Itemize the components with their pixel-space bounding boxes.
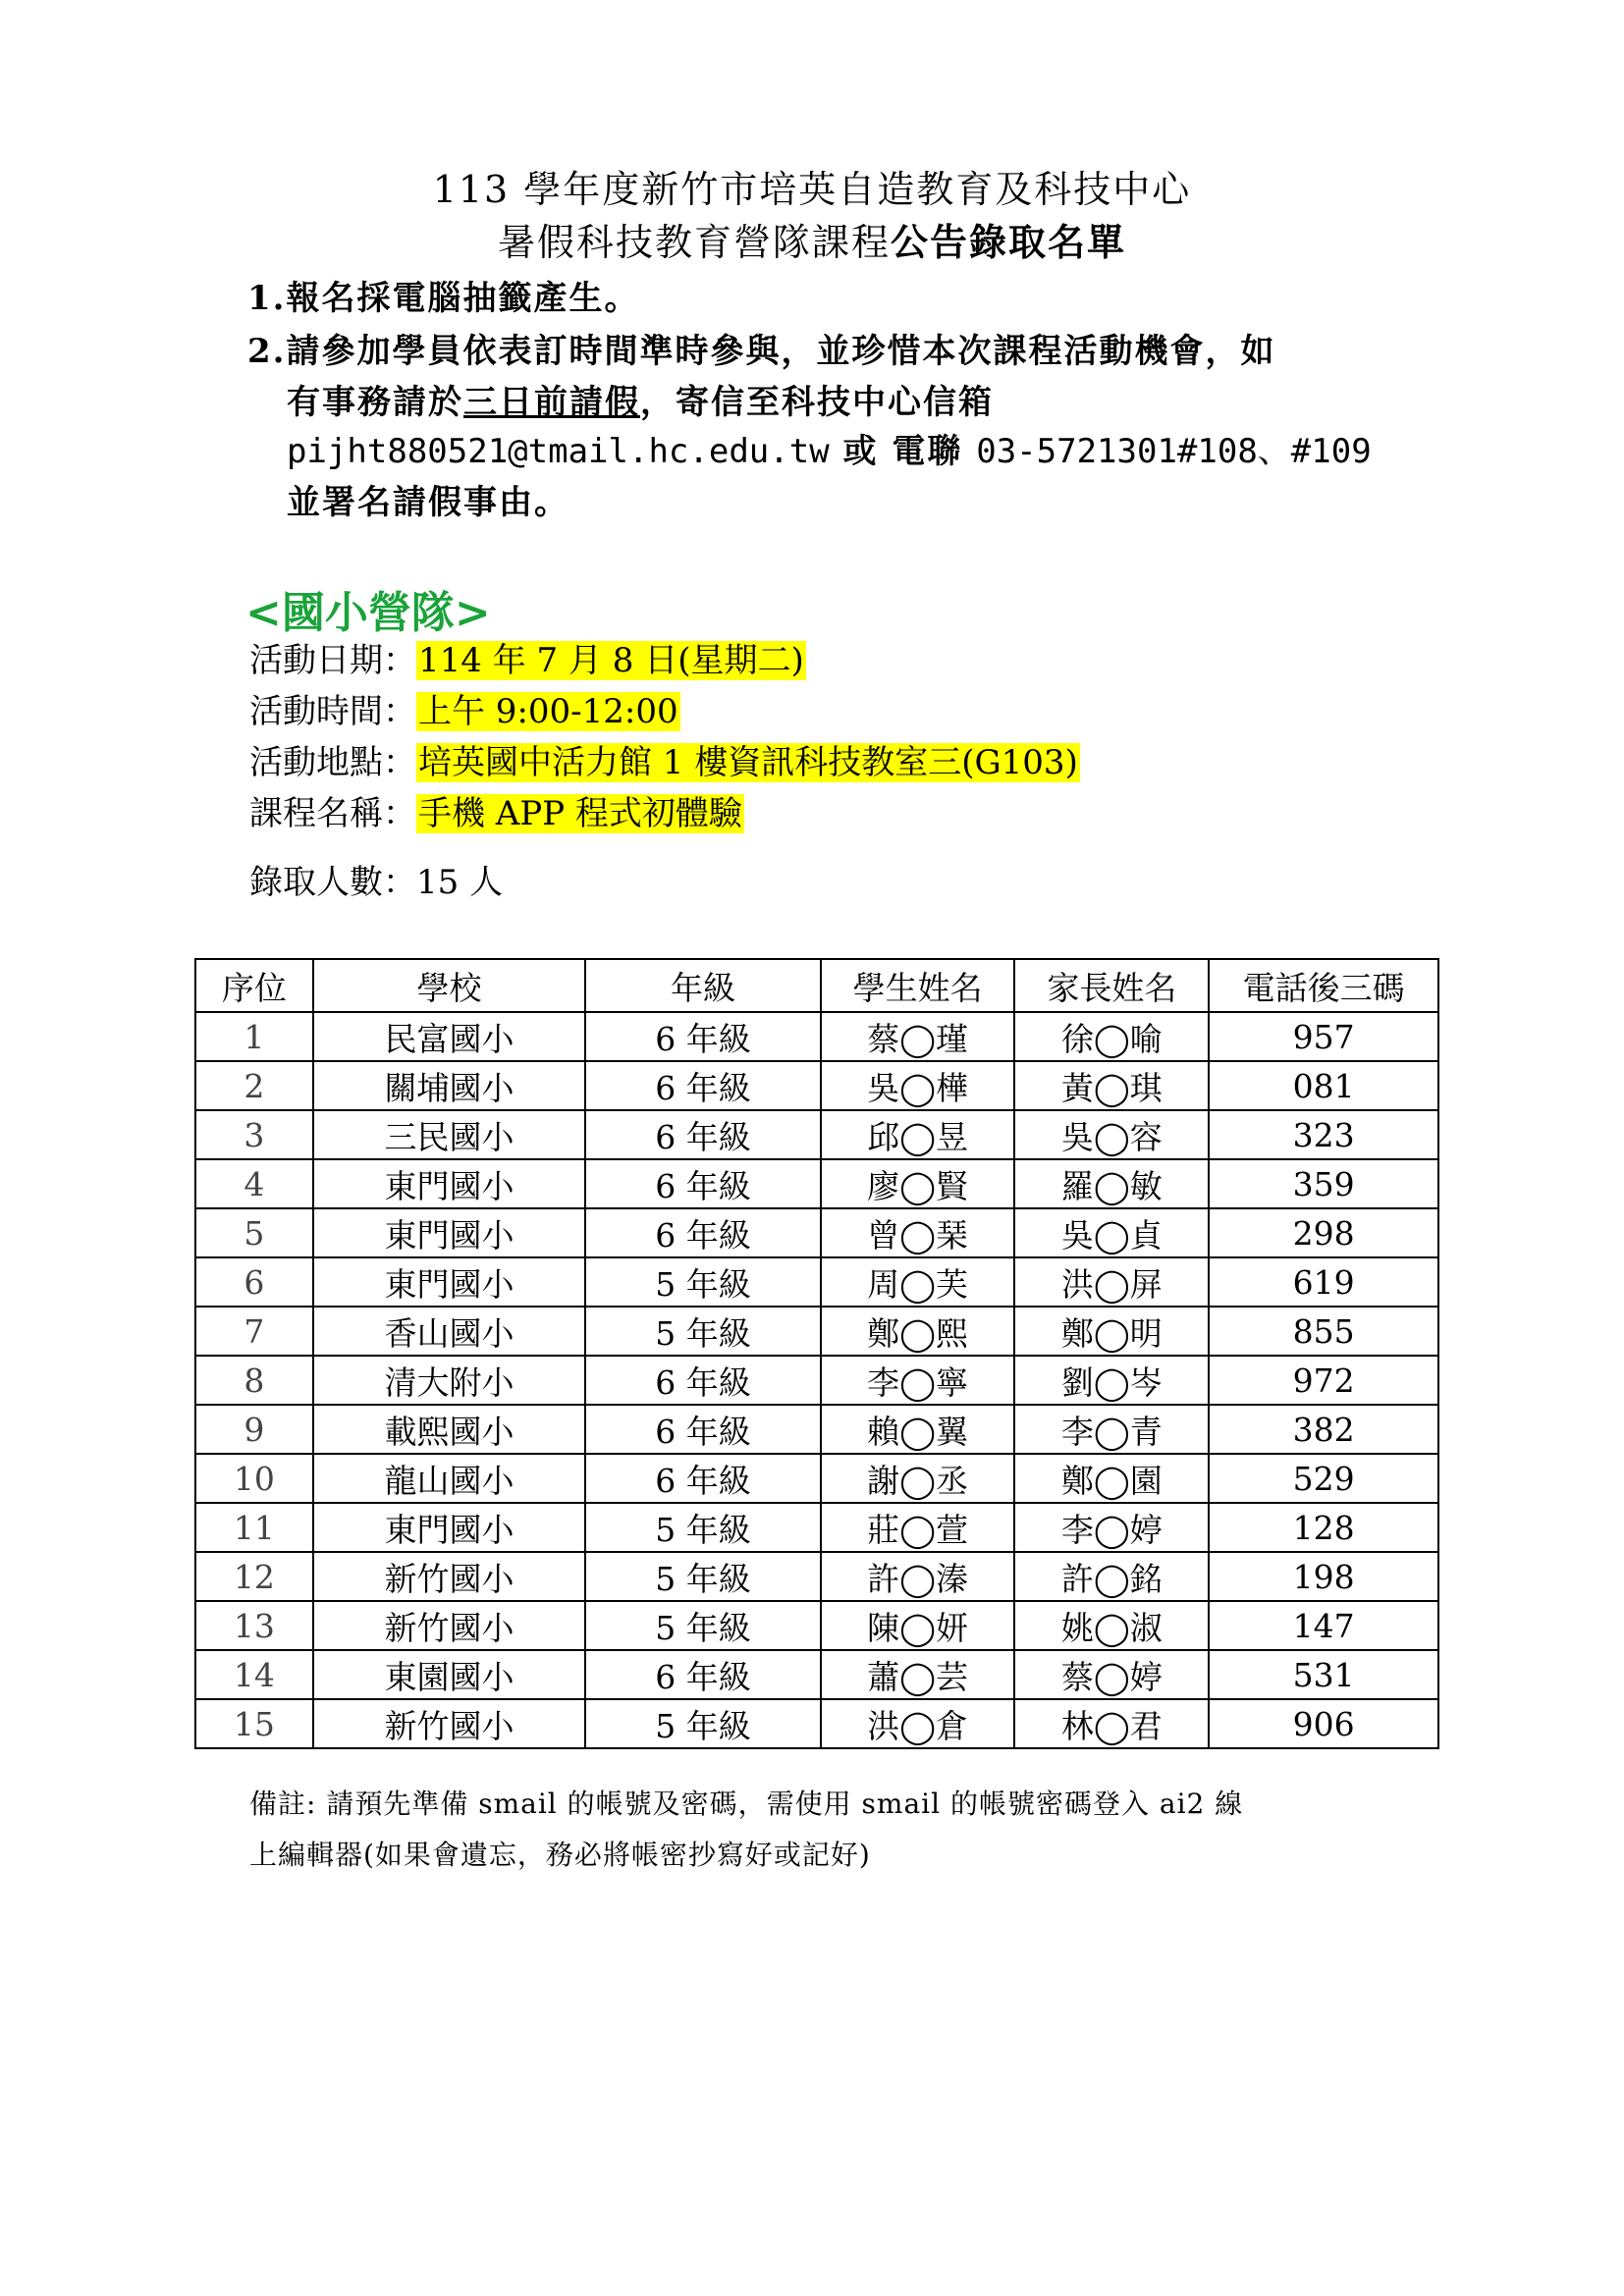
table-row <box>195 1503 1438 1552</box>
title-line2-normal: 暑假科技教育營隊課程 <box>497 221 891 264</box>
cell-seq: 7 <box>195 1307 313 1356</box>
table-row <box>195 1307 1438 1356</box>
document-title-line2 <box>0 212 1624 266</box>
cell-student-name: 李◯寧 <box>821 1356 1015 1405</box>
cell-seq: 15 <box>195 1699 313 1748</box>
activity-time-row <box>249 687 680 736</box>
cell-seq: 5 <box>195 1208 313 1257</box>
cell-student-name: 許◯溱 <box>821 1552 1015 1601</box>
cell-grade: 6 年級 <box>585 1159 820 1208</box>
cell-parent-name: 吳◯貞 <box>1014 1208 1209 1257</box>
cell-seq: 13 <box>195 1601 313 1650</box>
header-student-name: 學生姓名 <box>821 959 1015 1012</box>
cell-grade: 6 年級 <box>585 1110 820 1159</box>
cell-seq: 9 <box>195 1405 313 1454</box>
cell-parent-name: 鄭◯明 <box>1014 1307 1209 1356</box>
header-phone-last3: 電話後三碼 <box>1209 959 1438 1012</box>
cell-school: 新竹國小 <box>313 1552 585 1601</box>
cell-seq: 4 <box>195 1159 313 1208</box>
cell-phone-last3: 128 <box>1209 1503 1438 1552</box>
course-value: 手機 APP 程式初體驗 <box>418 794 742 833</box>
cell-parent-name: 許◯銘 <box>1014 1552 1209 1601</box>
table-row <box>195 1257 1438 1307</box>
title-line2-bold: 公告錄取名單 <box>891 220 1127 264</box>
note-2-line3 <box>287 424 1372 472</box>
cell-seq: 12 <box>195 1552 313 1601</box>
cell-school: 龍山國小 <box>313 1454 585 1503</box>
cell-seq: 11 <box>195 1503 313 1552</box>
table-row <box>195 1061 1438 1110</box>
header-seq: 序位 <box>195 959 313 1012</box>
cell-student-name: 陳◯妍 <box>821 1601 1015 1650</box>
cell-student-name: 周◯芙 <box>821 1257 1015 1307</box>
cell-school: 東園國小 <box>313 1650 585 1699</box>
cell-parent-name: 蔡◯婷 <box>1014 1650 1209 1699</box>
cell-grade: 6 年級 <box>585 1356 820 1405</box>
cell-phone-last3: 972 <box>1209 1356 1438 1405</box>
cell-seq: 6 <box>195 1257 313 1307</box>
cell-seq: 8 <box>195 1356 313 1405</box>
cell-phone-last3: 529 <box>1209 1454 1438 1503</box>
course-label: 課程名稱： <box>249 794 416 833</box>
cell-school: 載熙國小 <box>313 1405 585 1454</box>
cell-parent-name: 徐◯喻 <box>1014 1012 1209 1061</box>
note-2-line4: 並署名請假事由。 <box>287 483 569 522</box>
admission-table <box>194 958 1439 1749</box>
cell-student-name: 莊◯萱 <box>821 1503 1015 1552</box>
cell-school: 民富國小 <box>313 1012 585 1061</box>
table-row <box>195 1454 1438 1503</box>
cell-parent-name: 羅◯敏 <box>1014 1159 1209 1208</box>
cell-phone-last3: 198 <box>1209 1552 1438 1601</box>
cell-grade: 6 年級 <box>585 1208 820 1257</box>
cell-phone-last3: 906 <box>1209 1699 1438 1748</box>
cell-school: 三民國小 <box>313 1110 585 1159</box>
location-label: 活動地點： <box>249 743 416 782</box>
cell-phone-last3: 531 <box>1209 1650 1438 1699</box>
cell-seq: 1 <box>195 1012 313 1061</box>
cell-parent-name: 林◯君 <box>1014 1699 1209 1748</box>
activity-date-row <box>249 636 806 685</box>
location-value: 培英國中活力館 1 樓資訊科技教室三(G103) <box>418 743 1078 782</box>
cell-phone-last3: 323 <box>1209 1110 1438 1159</box>
cell-seq: 10 <box>195 1454 313 1503</box>
remark-line2: 上編輯器(如果會遺忘，務必將帳密抄寫好或記好) <box>249 1839 871 1871</box>
cell-school: 東門國小 <box>313 1503 585 1552</box>
cell-grade: 6 年級 <box>585 1012 820 1061</box>
note-1: 1.報名採電腦抽籤產生。 <box>247 279 640 318</box>
cell-grade: 5 年級 <box>585 1307 820 1356</box>
cell-seq: 3 <box>195 1110 313 1159</box>
cell-phone-last3: 081 <box>1209 1061 1438 1110</box>
date-label: 活動日期： <box>249 641 416 680</box>
note-2-line1: 2.請參加學員依表訂時間準時參與，並珍惜本次課程活動機會，如 <box>247 332 1276 371</box>
cell-school: 新竹國小 <box>313 1699 585 1748</box>
cell-grade: 5 年級 <box>585 1552 820 1601</box>
cell-grade: 6 年級 <box>585 1650 820 1699</box>
table-row <box>195 1012 1438 1061</box>
contact-email[interactable]: pijht880521@tmail.hc.edu.tw <box>287 432 830 471</box>
table-row <box>195 1159 1438 1208</box>
contact-phone: 03-5721301#108、#109 <box>976 432 1372 471</box>
admission-count: 錄取人數：15 人 <box>249 863 504 902</box>
cell-student-name: 邱◯昱 <box>821 1110 1015 1159</box>
table-row <box>195 1405 1438 1454</box>
note-2-or: 或 <box>829 432 893 471</box>
document-title-line1: 113 學年度新竹市培英自造教育及科技中心 <box>432 168 1192 211</box>
cell-student-name: 蔡◯瑾 <box>821 1012 1015 1061</box>
cell-school: 清大附小 <box>313 1356 585 1405</box>
cell-parent-name: 劉◯岑 <box>1014 1356 1209 1405</box>
cell-student-name: 吳◯樺 <box>821 1061 1015 1110</box>
note-2-text-a: 有事務請於 <box>287 383 463 422</box>
header-school: 學校 <box>313 959 585 1012</box>
table-row <box>195 1356 1438 1405</box>
cell-student-name: 曾◯琹 <box>821 1208 1015 1257</box>
header-parent-name: 家長姓名 <box>1014 959 1209 1012</box>
cell-parent-name: 洪◯屏 <box>1014 1257 1209 1307</box>
cell-grade: 6 年級 <box>585 1405 820 1454</box>
cell-parent-name: 李◯婷 <box>1014 1503 1209 1552</box>
cell-school: 香山國小 <box>313 1307 585 1356</box>
note-2-underlined: 三日前請假 <box>463 383 640 422</box>
cell-school: 新竹國小 <box>313 1601 585 1650</box>
remark-line1: 備註: 請預先準備 smail 的帳號及密碼，需使用 smail 的帳號密碼登入 ai2 線 <box>249 1788 1244 1820</box>
cell-grade: 6 年級 <box>585 1454 820 1503</box>
note-2-line2 <box>287 375 994 423</box>
cell-grade: 5 年級 <box>585 1503 820 1552</box>
header-grade: 年級 <box>585 959 820 1012</box>
cell-school: 東門國小 <box>313 1208 585 1257</box>
cell-student-name: 謝◯丞 <box>821 1454 1015 1503</box>
cell-phone-last3: 147 <box>1209 1601 1438 1650</box>
cell-parent-name: 吳◯容 <box>1014 1110 1209 1159</box>
cell-grade: 5 年級 <box>585 1601 820 1650</box>
cell-seq: 2 <box>195 1061 313 1110</box>
note-2-text-b: ，寄信至科技中心信箱 <box>640 383 994 422</box>
course-name-row <box>249 789 744 838</box>
cell-phone-last3: 957 <box>1209 1012 1438 1061</box>
time-label: 活動時間： <box>249 692 416 731</box>
table-row <box>195 1699 1438 1748</box>
phone-label: 電聯 <box>892 432 977 471</box>
cell-parent-name: 黃◯琪 <box>1014 1061 1209 1110</box>
cell-grade: 5 年級 <box>585 1257 820 1307</box>
section-heading: <國小營隊> <box>245 588 491 638</box>
cell-grade: 5 年級 <box>585 1699 820 1748</box>
cell-grade: 6 年級 <box>585 1061 820 1110</box>
time-value: 上午 9:00-12:00 <box>418 692 678 731</box>
cell-parent-name: 李◯青 <box>1014 1405 1209 1454</box>
cell-student-name: 鄭◯熙 <box>821 1307 1015 1356</box>
cell-phone-last3: 619 <box>1209 1257 1438 1307</box>
table-row <box>195 1208 1438 1257</box>
table-body <box>195 1012 1438 1748</box>
cell-seq: 14 <box>195 1650 313 1699</box>
cell-phone-last3: 855 <box>1209 1307 1438 1356</box>
cell-student-name: 洪◯倉 <box>821 1699 1015 1748</box>
cell-parent-name: 鄭◯園 <box>1014 1454 1209 1503</box>
cell-student-name: 廖◯賢 <box>821 1159 1015 1208</box>
table-row <box>195 1650 1438 1699</box>
cell-school: 東門國小 <box>313 1257 585 1307</box>
cell-school: 東門國小 <box>313 1159 585 1208</box>
cell-phone-last3: 298 <box>1209 1208 1438 1257</box>
activity-location-row <box>249 738 1080 787</box>
table-row <box>195 1110 1438 1159</box>
table-header-row <box>195 959 1438 1012</box>
cell-parent-name: 姚◯淑 <box>1014 1601 1209 1650</box>
cell-phone-last3: 359 <box>1209 1159 1438 1208</box>
cell-school: 關埔國小 <box>313 1061 585 1110</box>
table-row <box>195 1552 1438 1601</box>
cell-phone-last3: 382 <box>1209 1405 1438 1454</box>
cell-student-name: 賴◯翼 <box>821 1405 1015 1454</box>
table-row <box>195 1601 1438 1650</box>
cell-student-name: 蕭◯芸 <box>821 1650 1015 1699</box>
date-value: 114 年 7 月 8 日(星期二) <box>418 641 804 680</box>
